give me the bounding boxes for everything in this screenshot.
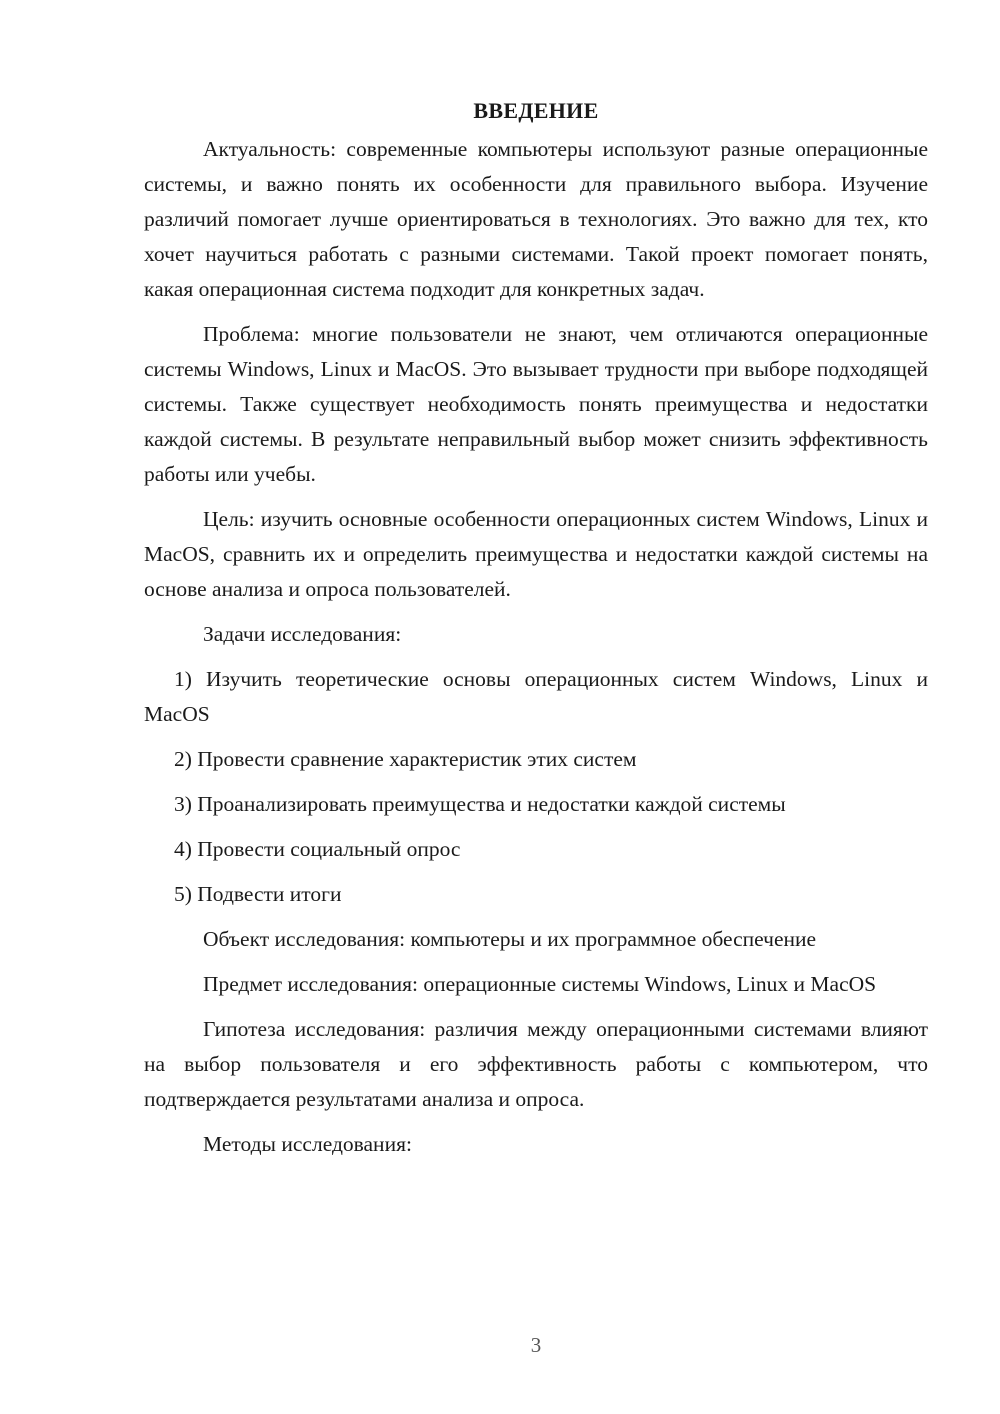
document-page <box>144 93 928 1172</box>
paragraph-problem: Проблема: многие пользователи не знают, чем отличаются операционные системы Windows, Linux и MacOS. Это вызывает трудности при выборе подходящей системы. Также существует необходимость понять преимущества и недостатки каждой системы. В результате неправильный выбор может снизить эффективность работы или учебы. <box>144 322 928 486</box>
methods-heading: Методы исследования: <box>203 1132 412 1156</box>
paragraph-relevance: Актуальность: современные компьютеры используют разные операционные системы, и важно понять их особенности для правильного выбора. Изучение различий помогает лучше ориентироваться в технологиях. Это важно для тех, кто хочет научиться работать с разными системами. Такой проект помогает понять, какая операционная система подходит для конкретных задач. <box>144 137 928 301</box>
paragraph-subject: Предмет исследования: операционные системы Windows, Linux и MacOS <box>203 972 877 996</box>
task-item-4: 4) Провести социальный опрос <box>174 837 461 861</box>
task-item-3: 3) Проанализировать преимущества и недостатки каждой системы <box>174 792 786 816</box>
task-item-1: 1) Изучить теоретические основы операционных систем Windows, Linux и MacOS <box>144 667 928 726</box>
page-number: 3 <box>530 1333 542 1357</box>
tasks-heading: Задачи исследования: <box>203 622 402 646</box>
section-title: ВВЕДЕНИЕ <box>473 98 599 123</box>
paragraph-goal: Цель: изучить основные особенности операционных систем Windows, Linux и MacOS, сравнить их и определить преимущества и недостатки каждой системы на основе анализа и опроса пользователей. <box>144 507 928 601</box>
task-item-2: 2) Провести сравнение характеристик этих систем <box>174 747 637 771</box>
paragraph-object: Объект исследования: компьютеры и их программное обеспечение <box>203 927 817 951</box>
paragraph-hypothesis: Гипотеза исследования: различия между операционными системами влияют на выбор пользователя и его эффективность работы с компьютером, что подтверждается результатами анализа и опроса. <box>144 1017 928 1111</box>
task-item-5: 5) Подвести итоги <box>174 882 342 906</box>
